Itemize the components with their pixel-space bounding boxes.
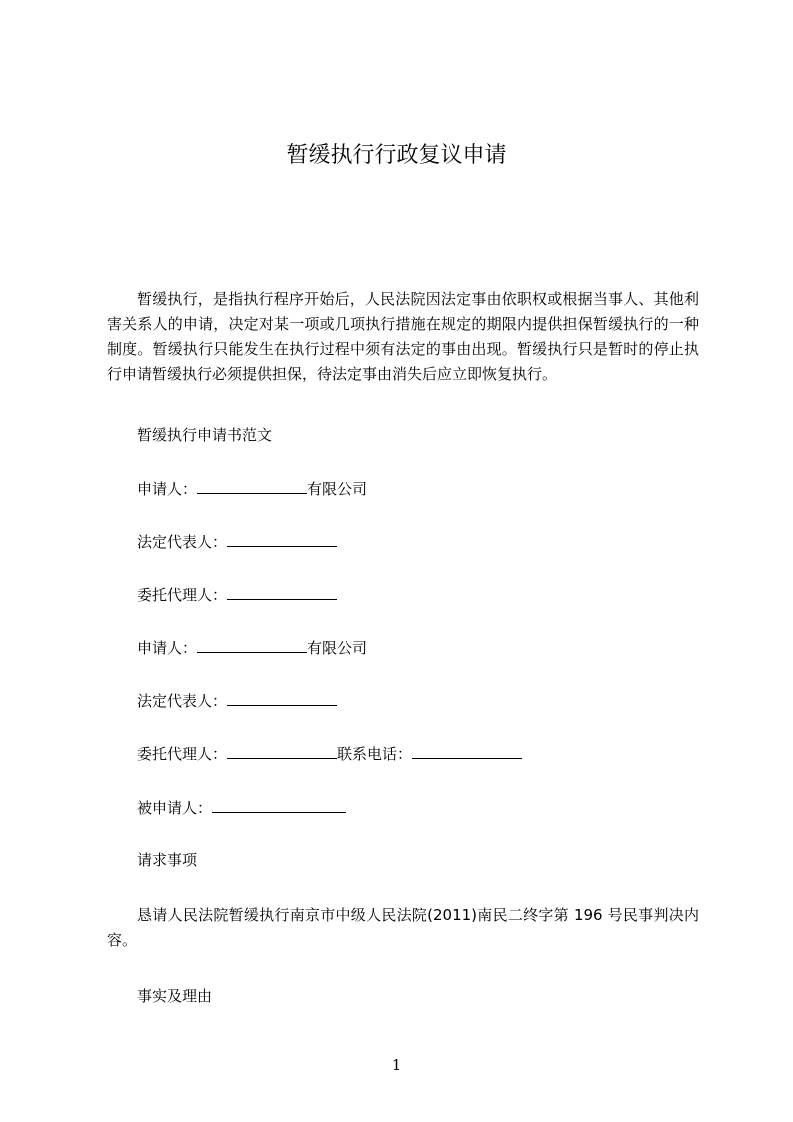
- request-paragraph: 恳请人民法院暂缓执行南京市中级人民法院(2011)南民二终字第 196 号民事判决内容。: [107, 906, 699, 949]
- applicant-2-line: [137, 637, 367, 659]
- applicant-1-agent-blank: [227, 584, 337, 600]
- applicant-2-blank: [197, 637, 307, 653]
- applicant-1-agent-label: 委托代理人：: [137, 586, 228, 604]
- applicant-2-phone-label: 联系电话：: [337, 745, 413, 763]
- facts-heading: 事实及理由: [137, 987, 213, 1005]
- applicant-1-label: 申请人：: [137, 480, 198, 498]
- document-title: 暂缓执行行政复议申请: [286, 143, 507, 168]
- applicant-1-legal-rep-blank: [227, 531, 337, 547]
- applicant-1-legal-rep-label: 法定代表人：: [137, 533, 228, 551]
- applicant-2-legal-rep-blank: [227, 690, 337, 706]
- sample-heading: 暂缓执行申请书范文: [137, 426, 273, 444]
- applicant-2-phone-blank: [412, 743, 522, 759]
- page-number: 1: [391, 1056, 402, 1074]
- applicant-2-agent-line: [137, 743, 522, 765]
- applicant-1-suffix: 有限公司: [307, 480, 368, 498]
- applicant-2-legal-rep-label: 法定代表人：: [137, 692, 228, 710]
- applicant-2-label: 申请人：: [137, 639, 198, 657]
- applicant-1-legal-rep-line: [137, 531, 337, 553]
- respondent-line: [137, 797, 346, 819]
- applicant-2-agent-blank: [227, 743, 337, 759]
- applicant-2-suffix: 有限公司: [307, 639, 368, 657]
- respondent-label: 被申请人：: [137, 799, 213, 817]
- applicant-1-line: [137, 478, 367, 500]
- applicant-1-blank: [197, 478, 307, 494]
- applicant-1-agent-line: [137, 584, 337, 606]
- applicant-2-legal-rep-line: [137, 690, 337, 712]
- request-heading: 请求事项: [137, 851, 198, 869]
- respondent-blank: [212, 797, 346, 813]
- intro-paragraph: 暂缓执行，是指执行程序开始后，人民法院因法定事由依职权或根据当事人、其他利害关系人的申请，决定对某一项或几项执行措施在规定的期限内提供担保暂缓执行的一种制度。暂缓执行只能发生在执行过程中须有法定的事由出现。暂缓执行只是暂时的停止执行申请暂缓执行必须提供担保，待法定事由消失后应立即恢复执行。: [107, 290, 699, 383]
- applicant-2-agent-label: 委托代理人：: [137, 745, 228, 763]
